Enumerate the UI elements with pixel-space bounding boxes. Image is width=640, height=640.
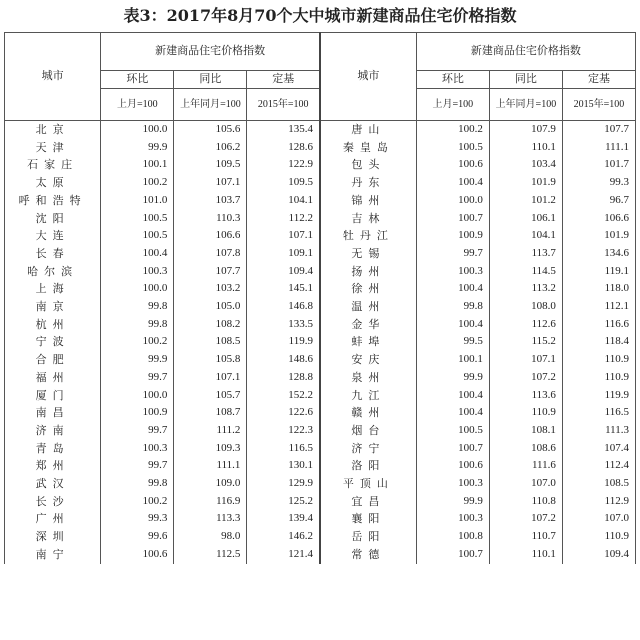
fixed-base-cell: 109.1 bbox=[247, 245, 320, 263]
fixed-base-cell: 118.0 bbox=[562, 280, 635, 298]
mom-cell: 101.0 bbox=[101, 192, 174, 210]
yoy-cell: 103.4 bbox=[489, 156, 562, 174]
mom-cell: 100.7 bbox=[416, 210, 489, 228]
fixed-base-cell: 125.2 bbox=[247, 493, 320, 511]
city-cell: 赣州 bbox=[320, 404, 416, 422]
yoy-cell: 107.1 bbox=[174, 369, 247, 387]
fixed-base-cell: 110.9 bbox=[562, 528, 635, 546]
mom-cell: 100.8 bbox=[416, 528, 489, 546]
yoy-cell: 107.1 bbox=[489, 351, 562, 369]
city-cell: 宜昌 bbox=[320, 493, 416, 511]
city-cell: 上海 bbox=[5, 280, 101, 298]
yoy-cell: 116.9 bbox=[174, 493, 247, 511]
yoy-cell: 114.5 bbox=[489, 263, 562, 281]
city-cell: 沈阳 bbox=[5, 210, 101, 228]
table-row bbox=[5, 192, 636, 210]
yoy-cell: 105.7 bbox=[174, 387, 247, 405]
yoy-base-right: 上年同月=100 bbox=[489, 89, 562, 121]
city-cell: 厦门 bbox=[5, 387, 101, 405]
fixed-base-cell: 108.5 bbox=[562, 475, 635, 493]
index-group-header-left: 新建商品住宅价格指数 bbox=[101, 33, 320, 71]
yoy-cell: 110.8 bbox=[489, 493, 562, 511]
city-cell: 唐山 bbox=[320, 121, 416, 139]
mom-cell: 100.6 bbox=[416, 156, 489, 174]
fixed-base-cell: 107.0 bbox=[562, 510, 635, 528]
yoy-cell: 110.1 bbox=[489, 546, 562, 564]
mom-cell: 100.0 bbox=[101, 387, 174, 405]
fixed-base-cell: 110.9 bbox=[562, 369, 635, 387]
city-cell: 秦皇岛 bbox=[320, 139, 416, 157]
mom-cell: 100.5 bbox=[416, 422, 489, 440]
fixed-base-cell: 146.8 bbox=[247, 298, 320, 316]
city-cell: 南京 bbox=[5, 298, 101, 316]
fixed-base-cell: 122.9 bbox=[247, 156, 320, 174]
table-row bbox=[5, 316, 636, 334]
yoy-cell: 106.1 bbox=[489, 210, 562, 228]
city-cell: 吉林 bbox=[320, 210, 416, 228]
city-cell: 无锡 bbox=[320, 245, 416, 263]
mom-cell: 99.7 bbox=[101, 422, 174, 440]
city-cell: 泉州 bbox=[320, 369, 416, 387]
mom-cell: 100.4 bbox=[416, 280, 489, 298]
city-cell: 济宁 bbox=[320, 440, 416, 458]
table-body bbox=[5, 121, 636, 564]
yoy-cell: 107.7 bbox=[174, 263, 247, 281]
mom-cell: 100.7 bbox=[416, 440, 489, 458]
mom-header-right: 环比 bbox=[416, 71, 489, 89]
yoy-header-left: 同比 bbox=[174, 71, 247, 89]
yoy-cell: 106.2 bbox=[174, 139, 247, 157]
yoy-cell: 108.5 bbox=[174, 333, 247, 351]
fixed-base-cell: 116.5 bbox=[562, 404, 635, 422]
table-row bbox=[5, 210, 636, 228]
city-cell: 长沙 bbox=[5, 493, 101, 511]
city-cell: 呼和浩特 bbox=[5, 192, 101, 210]
mom-cell: 100.3 bbox=[416, 510, 489, 528]
table-header bbox=[5, 33, 636, 121]
table-row bbox=[5, 174, 636, 192]
mom-cell: 100.1 bbox=[416, 351, 489, 369]
mom-base-left: 上月=100 bbox=[101, 89, 174, 121]
fixed-base-cell: 133.5 bbox=[247, 316, 320, 334]
fixed-base-cell: 106.6 bbox=[562, 210, 635, 228]
mom-cell: 100.2 bbox=[101, 333, 174, 351]
city-cell: 襄阳 bbox=[320, 510, 416, 528]
city-cell: 徐州 bbox=[320, 280, 416, 298]
city-cell: 南昌 bbox=[5, 404, 101, 422]
table-row bbox=[5, 227, 636, 245]
mom-cell: 99.8 bbox=[101, 298, 174, 316]
yoy-cell: 113.7 bbox=[489, 245, 562, 263]
fixed-base-cell: 96.7 bbox=[562, 192, 635, 210]
table-row bbox=[5, 475, 636, 493]
fixed-base-cell: 109.5 bbox=[247, 174, 320, 192]
table-row bbox=[5, 510, 636, 528]
mom-cell: 100.5 bbox=[101, 210, 174, 228]
fixed-base-cell: 119.9 bbox=[247, 333, 320, 351]
fixed-base-header-right: 定基 bbox=[562, 71, 635, 89]
yoy-cell: 111.2 bbox=[174, 422, 247, 440]
fixed-base-cell: 112.1 bbox=[562, 298, 635, 316]
table-row bbox=[5, 156, 636, 174]
city-cell: 天津 bbox=[5, 139, 101, 157]
city-cell: 金华 bbox=[320, 316, 416, 334]
mom-cell: 100.4 bbox=[416, 316, 489, 334]
city-cell: 安庆 bbox=[320, 351, 416, 369]
table-row bbox=[5, 440, 636, 458]
fixed-base-cell: 109.4 bbox=[247, 263, 320, 281]
yoy-cell: 108.6 bbox=[489, 440, 562, 458]
fixed-base-cell: 139.4 bbox=[247, 510, 320, 528]
yoy-cell: 103.2 bbox=[174, 280, 247, 298]
yoy-cell: 112.5 bbox=[174, 546, 247, 564]
city-cell: 牡丹江 bbox=[320, 227, 416, 245]
city-cell: 哈尔滨 bbox=[5, 263, 101, 281]
fixed-base-cell: 130.1 bbox=[247, 457, 320, 475]
city-cell: 常德 bbox=[320, 546, 416, 564]
yoy-cell: 111.6 bbox=[489, 457, 562, 475]
mom-cell: 100.6 bbox=[416, 457, 489, 475]
yoy-header-right: 同比 bbox=[489, 71, 562, 89]
city-cell: 长春 bbox=[5, 245, 101, 263]
fixed-base-cell: 128.6 bbox=[247, 139, 320, 157]
mom-cell: 100.4 bbox=[416, 387, 489, 405]
city-cell: 洛阳 bbox=[320, 457, 416, 475]
yoy-base-left: 上年同月=100 bbox=[174, 89, 247, 121]
fixed-base-cell: 134.6 bbox=[562, 245, 635, 263]
mom-base-right: 上月=100 bbox=[416, 89, 489, 121]
mom-cell: 100.3 bbox=[101, 263, 174, 281]
mom-cell: 100.9 bbox=[101, 404, 174, 422]
yoy-cell: 110.9 bbox=[489, 404, 562, 422]
table-row bbox=[5, 387, 636, 405]
mom-cell: 100.6 bbox=[101, 546, 174, 564]
table-row bbox=[5, 546, 636, 564]
city-cell: 武汉 bbox=[5, 475, 101, 493]
yoy-cell: 108.2 bbox=[174, 316, 247, 334]
fixed-base-cell: 111.3 bbox=[562, 422, 635, 440]
fixed-base-header-left: 定基 bbox=[247, 71, 320, 89]
table-row bbox=[5, 369, 636, 387]
city-cell: 南宁 bbox=[5, 546, 101, 564]
mom-cell: 100.2 bbox=[101, 493, 174, 511]
city-cell: 郑州 bbox=[5, 457, 101, 475]
mom-cell: 100.4 bbox=[416, 174, 489, 192]
yoy-cell: 103.7 bbox=[174, 192, 247, 210]
table-row bbox=[5, 121, 636, 139]
fixed-base-cell: 118.4 bbox=[562, 333, 635, 351]
mom-cell: 99.9 bbox=[416, 369, 489, 387]
table-row bbox=[5, 333, 636, 351]
yoy-cell: 107.8 bbox=[174, 245, 247, 263]
yoy-cell: 110.1 bbox=[489, 139, 562, 157]
mom-cell: 100.1 bbox=[101, 156, 174, 174]
yoy-cell: 105.0 bbox=[174, 298, 247, 316]
yoy-cell: 106.6 bbox=[174, 227, 247, 245]
city-cell: 杭州 bbox=[5, 316, 101, 334]
yoy-cell: 112.6 bbox=[489, 316, 562, 334]
table-row bbox=[5, 528, 636, 546]
fixed-base-right: 2015年=100 bbox=[562, 89, 635, 121]
mom-cell: 100.5 bbox=[101, 227, 174, 245]
table-row bbox=[5, 139, 636, 157]
yoy-cell: 108.0 bbox=[489, 298, 562, 316]
yoy-cell: 101.2 bbox=[489, 192, 562, 210]
fixed-base-cell: 107.7 bbox=[562, 121, 635, 139]
yoy-cell: 109.3 bbox=[174, 440, 247, 458]
fixed-base-cell: 128.8 bbox=[247, 369, 320, 387]
mom-cell: 99.8 bbox=[101, 316, 174, 334]
fixed-base-cell: 119.9 bbox=[562, 387, 635, 405]
fixed-base-cell: 116.6 bbox=[562, 316, 635, 334]
fixed-base-cell: 129.9 bbox=[247, 475, 320, 493]
city-cell: 九江 bbox=[320, 387, 416, 405]
yoy-cell: 98.0 bbox=[174, 528, 247, 546]
mom-cell: 100.3 bbox=[416, 263, 489, 281]
city-cell: 蚌埠 bbox=[320, 333, 416, 351]
mom-cell: 99.9 bbox=[101, 139, 174, 157]
mom-cell: 99.9 bbox=[416, 493, 489, 511]
yoy-cell: 110.3 bbox=[174, 210, 247, 228]
fixed-base-cell: 107.1 bbox=[247, 227, 320, 245]
yoy-cell: 108.7 bbox=[174, 404, 247, 422]
fixed-base-cell: 148.6 bbox=[247, 351, 320, 369]
city-cell: 锦州 bbox=[320, 192, 416, 210]
city-cell: 石家庄 bbox=[5, 156, 101, 174]
yoy-cell: 110.7 bbox=[489, 528, 562, 546]
mom-cell: 100.3 bbox=[101, 440, 174, 458]
fixed-base-cell: 109.4 bbox=[562, 546, 635, 564]
fixed-base-cell: 121.4 bbox=[247, 546, 320, 564]
city-cell: 福州 bbox=[5, 369, 101, 387]
fixed-base-cell: 99.3 bbox=[562, 174, 635, 192]
city-cell: 北京 bbox=[5, 121, 101, 139]
fixed-base-cell: 135.4 bbox=[247, 121, 320, 139]
yoy-cell: 111.1 bbox=[174, 457, 247, 475]
yoy-cell: 107.2 bbox=[489, 369, 562, 387]
mom-cell: 99.3 bbox=[101, 510, 174, 528]
mom-cell: 100.2 bbox=[416, 121, 489, 139]
fixed-base-cell: 119.1 bbox=[562, 263, 635, 281]
yoy-cell: 109.0 bbox=[174, 475, 247, 493]
price-index-table bbox=[4, 32, 636, 564]
mom-cell: 100.3 bbox=[416, 475, 489, 493]
fixed-base-cell: 112.4 bbox=[562, 457, 635, 475]
fixed-base-cell: 107.4 bbox=[562, 440, 635, 458]
table-row bbox=[5, 351, 636, 369]
fixed-base-cell: 145.1 bbox=[247, 280, 320, 298]
city-cell: 扬州 bbox=[320, 263, 416, 281]
yoy-cell: 104.1 bbox=[489, 227, 562, 245]
yoy-cell: 107.2 bbox=[489, 510, 562, 528]
fixed-base-cell: 101.7 bbox=[562, 156, 635, 174]
yoy-cell: 108.1 bbox=[489, 422, 562, 440]
city-cell: 温州 bbox=[320, 298, 416, 316]
city-cell: 烟台 bbox=[320, 422, 416, 440]
city-column-header-left: 城市 bbox=[5, 33, 101, 121]
yoy-cell: 109.5 bbox=[174, 156, 247, 174]
fixed-base-left: 2015年=100 bbox=[247, 89, 320, 121]
fixed-base-cell: 112.9 bbox=[562, 493, 635, 511]
city-cell: 平顶山 bbox=[320, 475, 416, 493]
yoy-cell: 107.0 bbox=[489, 475, 562, 493]
table-row bbox=[5, 422, 636, 440]
mom-cell: 100.2 bbox=[101, 174, 174, 192]
city-cell: 深圳 bbox=[5, 528, 101, 546]
city-cell: 济南 bbox=[5, 422, 101, 440]
mom-cell: 100.9 bbox=[416, 227, 489, 245]
mom-cell: 99.6 bbox=[101, 528, 174, 546]
mom-cell: 99.5 bbox=[416, 333, 489, 351]
table-title: 表3：2017年8月70个大中城市新建商品住宅价格指数 bbox=[123, 6, 517, 25]
yoy-cell: 113.3 bbox=[174, 510, 247, 528]
mom-cell: 99.7 bbox=[101, 369, 174, 387]
city-column-header-right: 城市 bbox=[320, 33, 416, 121]
yoy-cell: 107.1 bbox=[174, 174, 247, 192]
yoy-cell: 107.9 bbox=[489, 121, 562, 139]
fixed-base-cell: 122.6 bbox=[247, 404, 320, 422]
fixed-base-cell: 104.1 bbox=[247, 192, 320, 210]
fixed-base-cell: 122.3 bbox=[247, 422, 320, 440]
city-cell: 岳阳 bbox=[320, 528, 416, 546]
table-row bbox=[5, 298, 636, 316]
mom-cell: 99.9 bbox=[101, 351, 174, 369]
yoy-cell: 115.2 bbox=[489, 333, 562, 351]
mom-cell: 99.8 bbox=[416, 298, 489, 316]
mom-cell: 99.8 bbox=[101, 475, 174, 493]
yoy-cell: 113.2 bbox=[489, 280, 562, 298]
fixed-base-cell: 111.1 bbox=[562, 139, 635, 157]
mom-cell: 99.7 bbox=[416, 245, 489, 263]
city-cell: 合肥 bbox=[5, 351, 101, 369]
yoy-cell: 113.6 bbox=[489, 387, 562, 405]
mom-header-left: 环比 bbox=[101, 71, 174, 89]
fixed-base-cell: 146.2 bbox=[247, 528, 320, 546]
yoy-cell: 101.9 bbox=[489, 174, 562, 192]
mom-cell: 100.7 bbox=[416, 546, 489, 564]
city-cell: 太原 bbox=[5, 174, 101, 192]
table-row bbox=[5, 493, 636, 511]
city-cell: 广州 bbox=[5, 510, 101, 528]
mom-cell: 100.0 bbox=[101, 121, 174, 139]
mom-cell: 100.0 bbox=[101, 280, 174, 298]
mom-cell: 100.4 bbox=[416, 404, 489, 422]
fixed-base-cell: 110.9 bbox=[562, 351, 635, 369]
table-row bbox=[5, 457, 636, 475]
table-row bbox=[5, 263, 636, 281]
city-cell: 丹东 bbox=[320, 174, 416, 192]
city-cell: 包头 bbox=[320, 156, 416, 174]
fixed-base-cell: 112.2 bbox=[247, 210, 320, 228]
mom-cell: 100.5 bbox=[416, 139, 489, 157]
city-cell: 青岛 bbox=[5, 440, 101, 458]
mom-cell: 99.7 bbox=[101, 457, 174, 475]
table-row bbox=[5, 280, 636, 298]
table-row bbox=[5, 245, 636, 263]
city-cell: 大连 bbox=[5, 227, 101, 245]
fixed-base-cell: 152.2 bbox=[247, 387, 320, 405]
mom-cell: 100.0 bbox=[416, 192, 489, 210]
yoy-cell: 105.8 bbox=[174, 351, 247, 369]
index-group-header-right: 新建商品住宅价格指数 bbox=[416, 33, 635, 71]
table-row bbox=[5, 404, 636, 422]
yoy-cell: 105.6 bbox=[174, 121, 247, 139]
mom-cell: 100.4 bbox=[101, 245, 174, 263]
fixed-base-cell: 116.5 bbox=[247, 440, 320, 458]
city-cell: 宁波 bbox=[5, 333, 101, 351]
fixed-base-cell: 101.9 bbox=[562, 227, 635, 245]
